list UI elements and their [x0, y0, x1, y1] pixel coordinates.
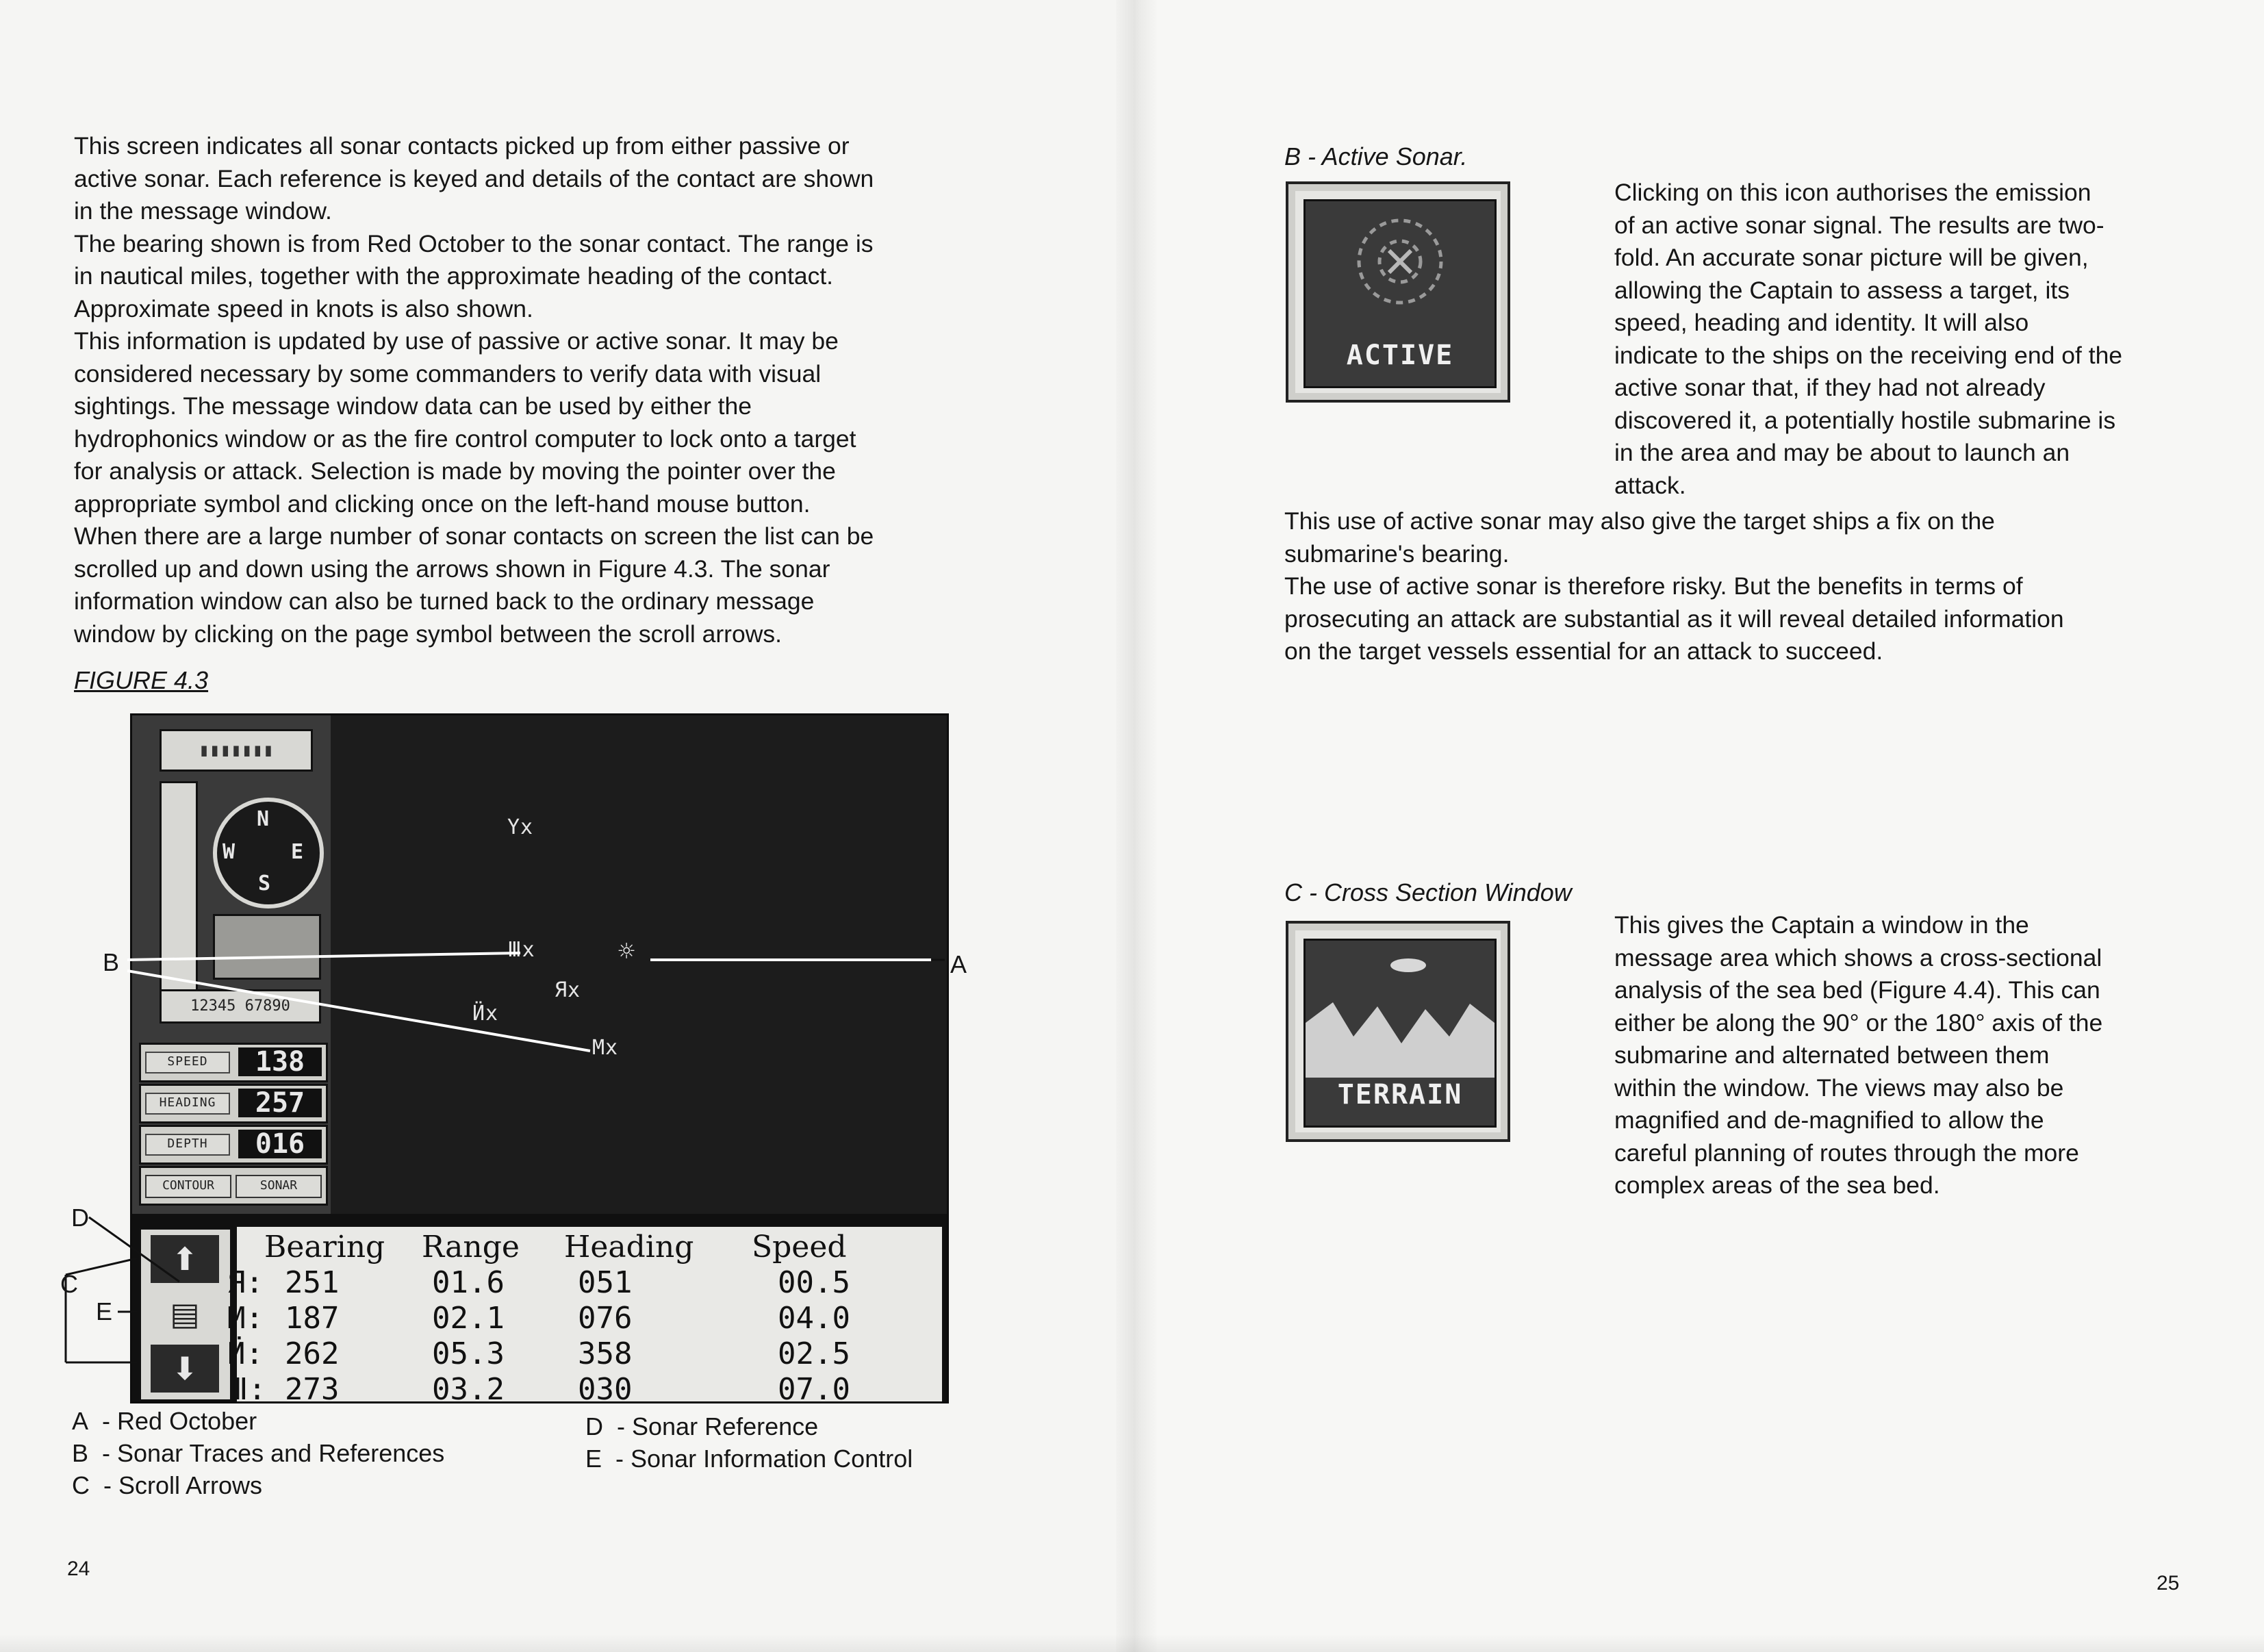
compass-west: W [222, 840, 236, 864]
text-line: The use of active sonar is therefore risky. But the benefits in terms of [1284, 572, 2023, 600]
text-line: in the message window. [74, 197, 332, 225]
text-line: attack. [1614, 471, 1686, 499]
row-heading: 051 [578, 1265, 633, 1300]
text-line: This information is updated by use of passive or active sonar. It may be [74, 327, 839, 355]
sonar-pulse-icon [1306, 201, 1495, 338]
left-page [0, 0, 1130, 1652]
text-line: appropriate symbol and clicking once on the left-hand mouse button. [74, 490, 811, 518]
row-bearing: 187 [285, 1301, 340, 1336]
header-bearing: Bearing [264, 1230, 385, 1265]
active-sonar-description [1614, 177, 2176, 502]
terrain-cross-section-icon [1306, 941, 1495, 1078]
legend-text: - Sonar Reference [617, 1412, 819, 1440]
text-line: careful planning of routes through the more [1614, 1139, 2079, 1167]
row-range: 03.2 [432, 1372, 505, 1403]
text-line: When there are a large number of sonar contacts on screen the list can be [74, 522, 874, 550]
callout-label-b: B [103, 948, 120, 976]
callout-label-e: E [96, 1297, 113, 1325]
page-number-right: 25 [2157, 1572, 2180, 1594]
text-line: in nautical miles, together with the approximate heading of the contact. [74, 262, 834, 290]
text-line: fold. An accurate sonar picture will be given, [1614, 244, 2089, 271]
row-speed: 02.5 [778, 1336, 850, 1371]
text-line: indicate to the ships on the receiving end of the [1614, 341, 2123, 369]
contour-button[interactable]: CONTOUR [145, 1175, 231, 1198]
sonar-contact[interactable]: Яx [555, 978, 581, 1002]
text-line: allowing the Captain to assess a target, its [1614, 276, 2070, 304]
panel-top-bar-text: ▮▮▮▮▮▮▮ [199, 740, 274, 761]
row-heading: 030 [578, 1372, 633, 1403]
legend-letter: B [72, 1439, 89, 1467]
speed-value: 138 [238, 1047, 322, 1076]
text-line: on the target vessels essential for an attack to succeed. [1284, 637, 1883, 665]
sonar-contact[interactable]: Mx [592, 1036, 619, 1060]
text-line: Approximate speed in knots is also shown. [74, 294, 533, 322]
legend-item-e [585, 1443, 913, 1475]
header-speed: Speed [752, 1230, 847, 1265]
text-line: sightings. The message window data can be used by either the [74, 392, 752, 420]
panel-strip-text: 12345 67890 [190, 997, 290, 1015]
row-bearing: 273 [285, 1372, 340, 1403]
text-line: in the area and may be about to launch an [1614, 439, 2070, 466]
book-gutter [1116, 0, 1157, 1652]
row-heading: 076 [578, 1301, 633, 1336]
callout-label-a: A [950, 950, 967, 978]
text-line: This use of active sonar may also give the target ships a fix on the [1284, 507, 1995, 535]
row-key: Ⅲ: [227, 1372, 266, 1403]
scroll-down-arrow-icon[interactable]: ⬇ [151, 1345, 219, 1393]
legend-text: - Sonar Information Control [615, 1445, 913, 1473]
heading-value: 257 [238, 1089, 322, 1117]
compass-north: N [257, 807, 270, 831]
row-key: Ӥ: [227, 1336, 264, 1371]
speed-label: SPEED [145, 1052, 230, 1073]
text-line: hydrophonics window or as the fire control computer to lock onto a target [74, 424, 856, 453]
page-symbol-icon[interactable]: ▤ [151, 1290, 219, 1338]
terrain-icon-face [1303, 939, 1497, 1128]
text-line: of an active sonar signal. The results are two- [1614, 211, 2104, 239]
row-speed: 07.0 [778, 1372, 850, 1403]
text-line: submarine's bearing. [1284, 539, 1510, 568]
text-line: This gives the Captain a window in the [1614, 911, 2029, 939]
text-line: considered necessary by some commanders to verify data with visual [74, 359, 822, 387]
callout-label-d: D [71, 1204, 89, 1232]
legend-letter: E [585, 1445, 602, 1473]
page-number-left: 24 [67, 1558, 90, 1580]
legend-letter: C [72, 1471, 90, 1499]
active-sonar-icon[interactable] [1286, 181, 1510, 403]
row-key: M: [227, 1301, 264, 1336]
compass-south: S [258, 872, 271, 895]
header-heading: Heading [564, 1230, 694, 1265]
row-bearing: 262 [285, 1336, 340, 1371]
legend-item-b [72, 1437, 444, 1469]
text-line: speed, heading and identity. It will also [1614, 309, 2029, 336]
legend-item-c [72, 1469, 444, 1501]
legend-text: - Red October [102, 1407, 257, 1435]
legend-text: - Sonar Traces and References [102, 1439, 445, 1467]
legend-left [72, 1405, 444, 1501]
terrain-icon-label: TERRAIN [1337, 1079, 1463, 1110]
active-icon-label: ACTIVE [1346, 340, 1454, 371]
compass-east: E [291, 840, 304, 864]
red-october-marker[interactable]: ☼ [618, 936, 636, 967]
heading-label: HEADING [145, 1093, 230, 1115]
text-line: message area which shows a cross-sectional [1614, 943, 2102, 971]
callout-label-c: C [60, 1270, 78, 1298]
text-line: for analysis or attack. Selection is made by moving the pointer over the [74, 457, 836, 485]
text-line: scrolled up and down using the arrows shown in Figure 4.3. The sonar [74, 555, 830, 583]
legend-right [585, 1410, 913, 1475]
text-line: either be along the 90° or the 180° axis of the [1614, 1008, 2103, 1037]
header-range: Range [422, 1230, 520, 1265]
page-edge-shadow [0, 1634, 2264, 1652]
cross-section-description [1614, 909, 2176, 1202]
text-line: discovered it, a potentially hostile submarine is [1614, 406, 2116, 434]
row-bearing: 251 [285, 1265, 340, 1300]
row-range: 01.6 [432, 1265, 505, 1300]
legend-letter: D [585, 1412, 603, 1440]
figure-caption: FIGURE 4.3 [74, 666, 209, 694]
depth-value: 016 [238, 1130, 322, 1158]
text-line: active sonar that, if they had not already [1614, 374, 2046, 401]
sonar-contact[interactable]: Yx [507, 815, 534, 839]
scroll-up-arrow-icon[interactable]: ⬆ [151, 1235, 219, 1283]
text-line: complex areas of the sea bed. [1614, 1171, 1940, 1199]
cross-section-heading: C - Cross Section Window [1284, 878, 1572, 906]
active-sonar-heading: B - Active Sonar. [1284, 142, 1468, 170]
legend-item-d [585, 1410, 913, 1443]
sonar-button[interactable]: SONAR [236, 1175, 322, 1198]
text-line: prosecuting an attack are substantial as it will reveal detailed information [1284, 605, 2064, 633]
text-line: information window can also be turned back to the ordinary message [74, 587, 815, 615]
row-range: 02.1 [432, 1301, 505, 1336]
active-sonar-risk-text [1284, 505, 2176, 668]
legend-letter: A [72, 1407, 89, 1435]
text-line: The bearing shown is from Red October to the sonar contact. The range is [74, 229, 874, 257]
sonar-contact[interactable]: Ⅲx [507, 938, 535, 962]
depth-label: DEPTH [145, 1134, 230, 1156]
row-speed: 00.5 [778, 1265, 850, 1300]
right-page [1130, 0, 2264, 1652]
row-speed: 04.0 [778, 1301, 850, 1336]
text-line: submarine and alternated between them [1614, 1041, 2050, 1069]
text-line: window by clicking on the page symbol between the scroll arrows. [74, 620, 782, 648]
sonar-contact[interactable]: Ӥx [472, 1002, 499, 1026]
row-key: Я: [227, 1265, 264, 1300]
terrain-icon[interactable] [1286, 921, 1510, 1142]
legend-item-a [72, 1405, 444, 1437]
text-line: Clicking on this icon authorises the emission [1614, 179, 2091, 206]
text-line: This screen indicates all sonar contacts picked up from either passive or [74, 132, 850, 160]
active-sonar-icon-face [1303, 199, 1497, 388]
row-heading: 358 [578, 1336, 633, 1371]
legend-text: - Scroll Arrows [103, 1471, 263, 1499]
text-line: within the window. The views may also be [1614, 1073, 2064, 1102]
text-line: analysis of the sea bed (Figure 4.4). This can [1614, 976, 2100, 1004]
row-range: 05.3 [432, 1336, 505, 1371]
text-line: active sonar. Each reference is keyed and details of the contact are shown [74, 164, 874, 192]
text-line: magnified and de-magnified to allow the [1614, 1106, 2044, 1134]
